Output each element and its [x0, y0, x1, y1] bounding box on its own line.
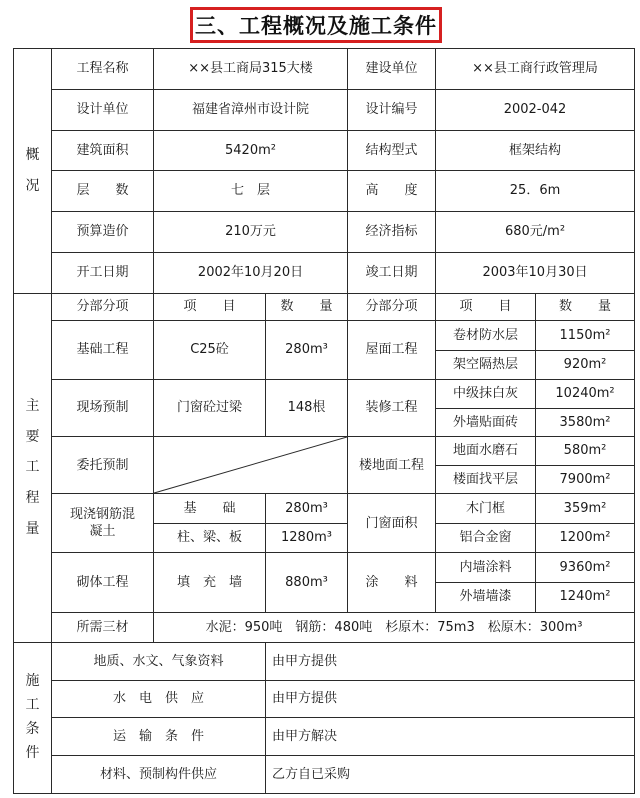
column-header: 数 量 [536, 293, 635, 321]
condition-value: 由甲方解决 [266, 718, 635, 756]
overview-value: 2002年10月20日 [154, 252, 348, 293]
overview-value: 5420m² [154, 130, 348, 171]
category-decor: 装修工程 [348, 380, 436, 437]
project-table [13, 48, 635, 794]
condition-row [14, 718, 635, 756]
qty-cell: 920m² [536, 350, 635, 380]
overview-row [14, 49, 635, 90]
qty-cell: 1150m² [536, 321, 635, 351]
section-conditions: 施工条件 [14, 643, 52, 794]
qty-cell: 280m³ [266, 321, 348, 380]
overview-label: 工程名称 [52, 49, 154, 90]
item-cell: 楼面找平层 [436, 465, 536, 494]
materials-label: 所需三材 [52, 612, 154, 643]
qty-cell: 1240m² [536, 582, 635, 612]
overview-value: ××县工商局315大楼 [154, 49, 348, 90]
item-cell: 基 础 [154, 494, 266, 524]
overview-label: 建筑面积 [52, 130, 154, 171]
category-doors: 门窗面积 [348, 494, 436, 553]
table-row [14, 437, 635, 466]
overview-value: 2003年10月30日 [436, 252, 635, 293]
category-cast-concrete: 现浇钢筋混凝土 [52, 494, 154, 553]
diagonal-empty-cell [154, 437, 348, 494]
qty-cell: 280m³ [266, 494, 348, 524]
condition-row [14, 756, 635, 794]
category-entrusted: 委托预制 [52, 437, 154, 494]
overview-label: 竣工日期 [348, 252, 436, 293]
overview-value: 七 层 [154, 171, 348, 212]
materials-value: 水泥：950吨 钢筋：480吨 杉原木：75m3 松原木：300m³ [154, 612, 635, 643]
overview-label: 建设单位 [348, 49, 436, 90]
overview-label: 结构型式 [348, 130, 436, 171]
quantities-header-row [14, 293, 635, 321]
category-floor: 楼地面工程 [348, 437, 436, 494]
overview-label: 高 度 [348, 171, 436, 212]
table-row [14, 494, 635, 524]
column-header: 分部分项 [348, 293, 436, 321]
item-cell: 架空隔热层 [436, 350, 536, 380]
condition-value: 乙方自已采购 [266, 756, 635, 794]
overview-value: 680元/m² [436, 212, 635, 253]
item-cell: 外墙贴面砖 [436, 408, 536, 437]
column-header: 数 量 [266, 293, 348, 321]
page-title: 三、工程概况及施工条件 [195, 14, 437, 38]
qty-cell: 3580m² [536, 408, 635, 437]
condition-value: 由甲方提供 [266, 680, 635, 718]
category-paint: 涂 料 [348, 553, 436, 612]
condition-row [14, 680, 635, 718]
item-cell: 木门框 [436, 494, 536, 524]
overview-row [14, 89, 635, 130]
item-cell: 门窗砼过梁 [154, 380, 266, 437]
item-cell: 柱、梁、板 [154, 523, 266, 553]
overview-row [14, 212, 635, 253]
category-foundation: 基础工程 [52, 321, 154, 380]
qty-cell: 10240m² [536, 380, 635, 409]
overview-value: 210万元 [154, 212, 348, 253]
overview-row [14, 130, 635, 171]
item-cell: 内墙涂料 [436, 553, 536, 583]
overview-value: 框架结构 [436, 130, 635, 171]
category-masonry: 砌体工程 [52, 553, 154, 612]
overview-label: 设计编号 [348, 89, 436, 130]
condition-label: 水 电 供 应 [52, 680, 266, 718]
qty-cell: 1200m² [536, 523, 635, 553]
condition-value: 由甲方提供 [266, 643, 635, 681]
category-roof: 屋面工程 [348, 321, 436, 380]
overview-label: 层 数 [52, 171, 154, 212]
condition-label: 材料、预制构件供应 [52, 756, 266, 794]
item-cell: 填 充 墙 [154, 553, 266, 612]
overview-value: ××县工商行政管理局 [436, 49, 635, 90]
table-row [14, 321, 635, 351]
overview-label: 预算造价 [52, 212, 154, 253]
overview-value: 2002-042 [436, 89, 635, 130]
column-header: 项 目 [436, 293, 536, 321]
section-quantities: 主要工程量 [14, 293, 52, 642]
qty-cell: 9360m² [536, 553, 635, 583]
column-header: 分部分项 [52, 293, 154, 321]
condition-row [14, 643, 635, 681]
item-cell: 外墙墙漆 [436, 582, 536, 612]
qty-cell: 359m² [536, 494, 635, 524]
item-cell: 中级抹白灰 [436, 380, 536, 409]
qty-cell: 1280m³ [266, 523, 348, 553]
materials-row [14, 612, 635, 643]
title-box [190, 7, 442, 43]
qty-cell: 880m³ [266, 553, 348, 612]
condition-label: 地质、水文、气象资料 [52, 643, 266, 681]
item-cell: C25砼 [154, 321, 266, 380]
overview-row [14, 252, 635, 293]
overview-value: 25．6m [436, 171, 635, 212]
qty-cell: 580m² [536, 437, 635, 466]
qty-cell: 7900m² [536, 465, 635, 494]
section-overview: 概况 [14, 49, 52, 294]
item-cell: 地面水磨石 [436, 437, 536, 466]
overview-label: 经济指标 [348, 212, 436, 253]
item-cell: 铝合金窗 [436, 523, 536, 553]
overview-label: 设计单位 [52, 89, 154, 130]
overview-value: 福建省漳州市设计院 [154, 89, 348, 130]
table-row [14, 553, 635, 583]
column-header: 项 目 [154, 293, 266, 321]
table-row [14, 380, 635, 409]
qty-cell: 148根 [266, 380, 348, 437]
diagonal-line [154, 437, 347, 493]
condition-label: 运 输 条 件 [52, 718, 266, 756]
overview-row [14, 171, 635, 212]
item-cell: 卷材防水层 [436, 321, 536, 351]
category-precast: 现场预制 [52, 380, 154, 437]
overview-label: 开工日期 [52, 252, 154, 293]
